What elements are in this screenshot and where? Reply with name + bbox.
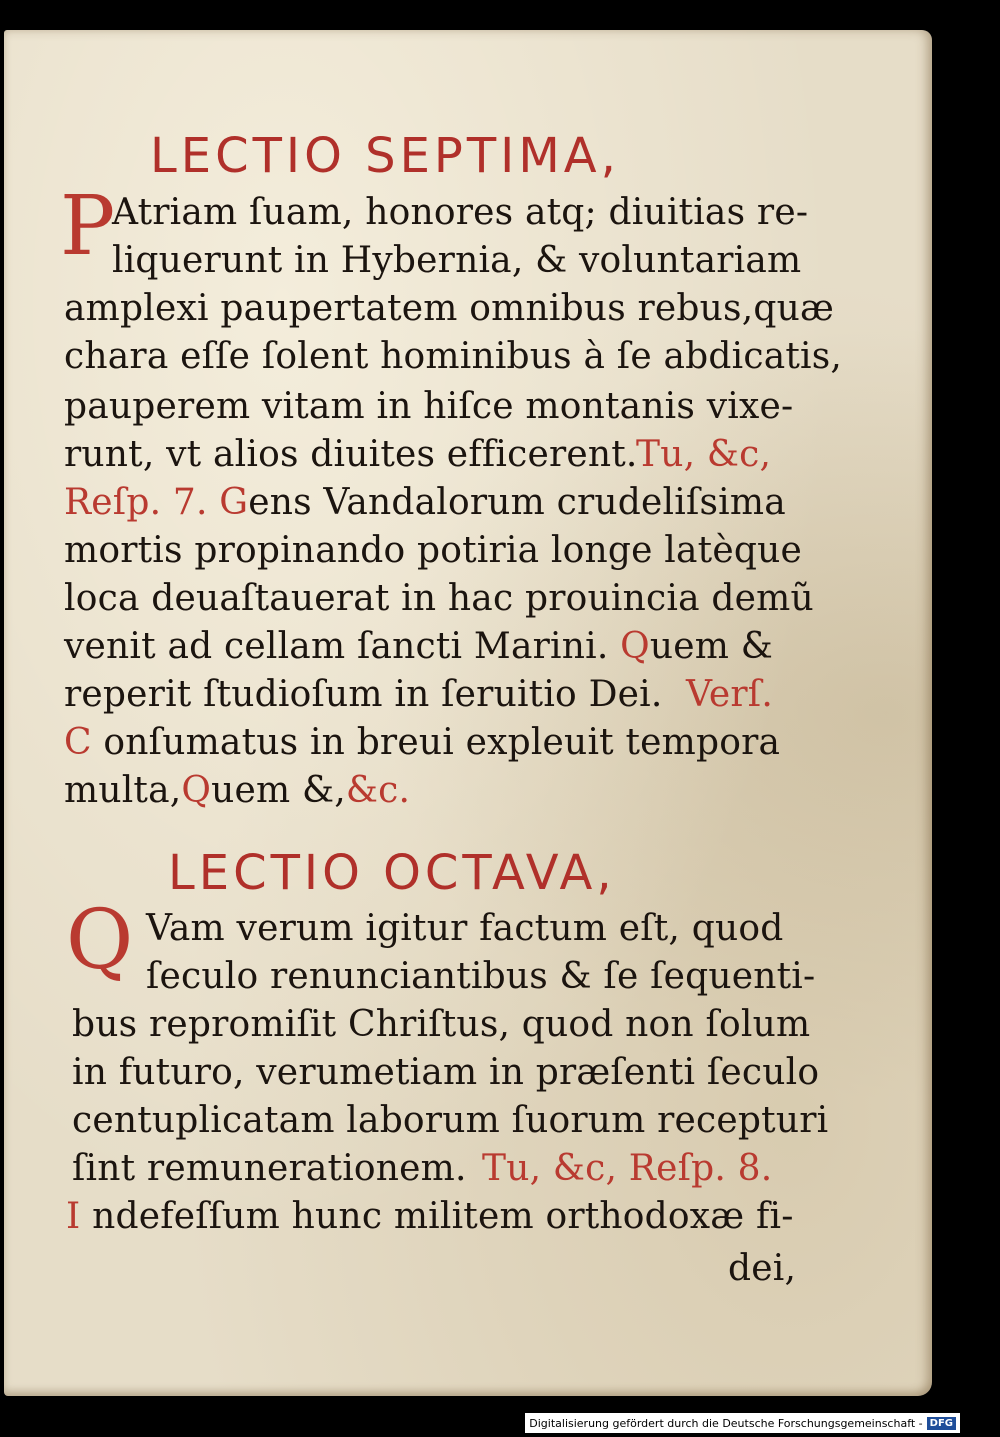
catchword: dei,	[728, 1248, 797, 1289]
text-segment: ens Vandalorum crudeliſsima	[248, 482, 786, 523]
drop-cap-p: P	[60, 179, 116, 274]
drop-cap-q: Q	[66, 893, 134, 988]
heading-lectio-octava: LECTIO OCTAVA,	[168, 845, 616, 901]
text-line	[64, 770, 410, 811]
text-line	[64, 482, 786, 523]
dfg-logo: DFG	[927, 1417, 956, 1430]
text-segment: reperit ſtudioſum in ſeruitio Dei.	[64, 674, 663, 715]
text-segment: onſumatus in breui expleuit tempora	[103, 722, 781, 763]
text-line: loca deuaſtauerat in hac prouincia demũ	[64, 578, 814, 619]
text-line	[64, 626, 773, 667]
text-line	[66, 1196, 794, 1237]
footer-credit	[525, 1413, 960, 1433]
rubric-segment: &c.	[345, 770, 411, 811]
text-segment: ndefeſſum hunc militem orthodoxæ fi-	[92, 1196, 794, 1237]
text-line: ſeculo renunciantibus & ſe ſequenti-	[146, 956, 816, 997]
text-segment: multa,	[64, 770, 182, 811]
rubric-segment: Verſ.	[686, 674, 773, 715]
text-segment: uem &,	[211, 770, 346, 811]
rubric-segment: I	[66, 1196, 81, 1237]
text-line	[72, 1148, 773, 1189]
text-line: bus repromiſit Chriſtus, quod non ſolum	[72, 1004, 811, 1045]
heading-lectio-septima: LECTIO SEPTIMA,	[150, 128, 620, 184]
text-line: Vam verum igitur factum eſt, quod	[146, 908, 784, 949]
rubric-segment: Tu, &c,	[636, 434, 772, 475]
text-segment: runt, vt alios diuites efficerent.	[64, 434, 638, 475]
text-line: chara eſſe ſolent hominibus à ſe abdicatis,	[64, 336, 843, 377]
rubric-segment: C	[64, 722, 92, 763]
text-segment: uem &	[649, 626, 773, 667]
text-line	[64, 674, 773, 715]
text-segment: ſint remunerationem.	[72, 1148, 467, 1189]
text-segment: venit ad cellam ſancti Marini.	[64, 626, 609, 667]
text-line: pauperem vitam in hiſce montanis vixe-	[64, 386, 794, 427]
text-line	[64, 722, 780, 763]
text-line: centuplicatam laborum ſuorum recepturi	[72, 1100, 829, 1141]
text-line	[64, 434, 772, 475]
rubric-segment: Tu, &c, Reſp. 8.	[482, 1148, 773, 1189]
text-line: mortis propinando potiria longe latèque	[64, 530, 802, 571]
rubric-segment: Reſp. 7. G	[64, 482, 249, 523]
rubric-segment: Q	[181, 770, 212, 811]
text-line: Atriam ſuam, honores atq; diuitias re-	[112, 192, 809, 233]
footer-text: Digitalisierung gefördert durch die Deutsche Forschungsgemeinschaft -	[529, 1416, 923, 1430]
text-line: liquerunt in Hybernia, & voluntariam	[112, 240, 802, 281]
rubric-segment: Q	[620, 626, 650, 667]
text-line: amplexi paupertatem omnibus rebus,quæ	[64, 288, 835, 329]
text-line: in futuro, verumetiam in præſenti ſeculo	[72, 1052, 820, 1093]
